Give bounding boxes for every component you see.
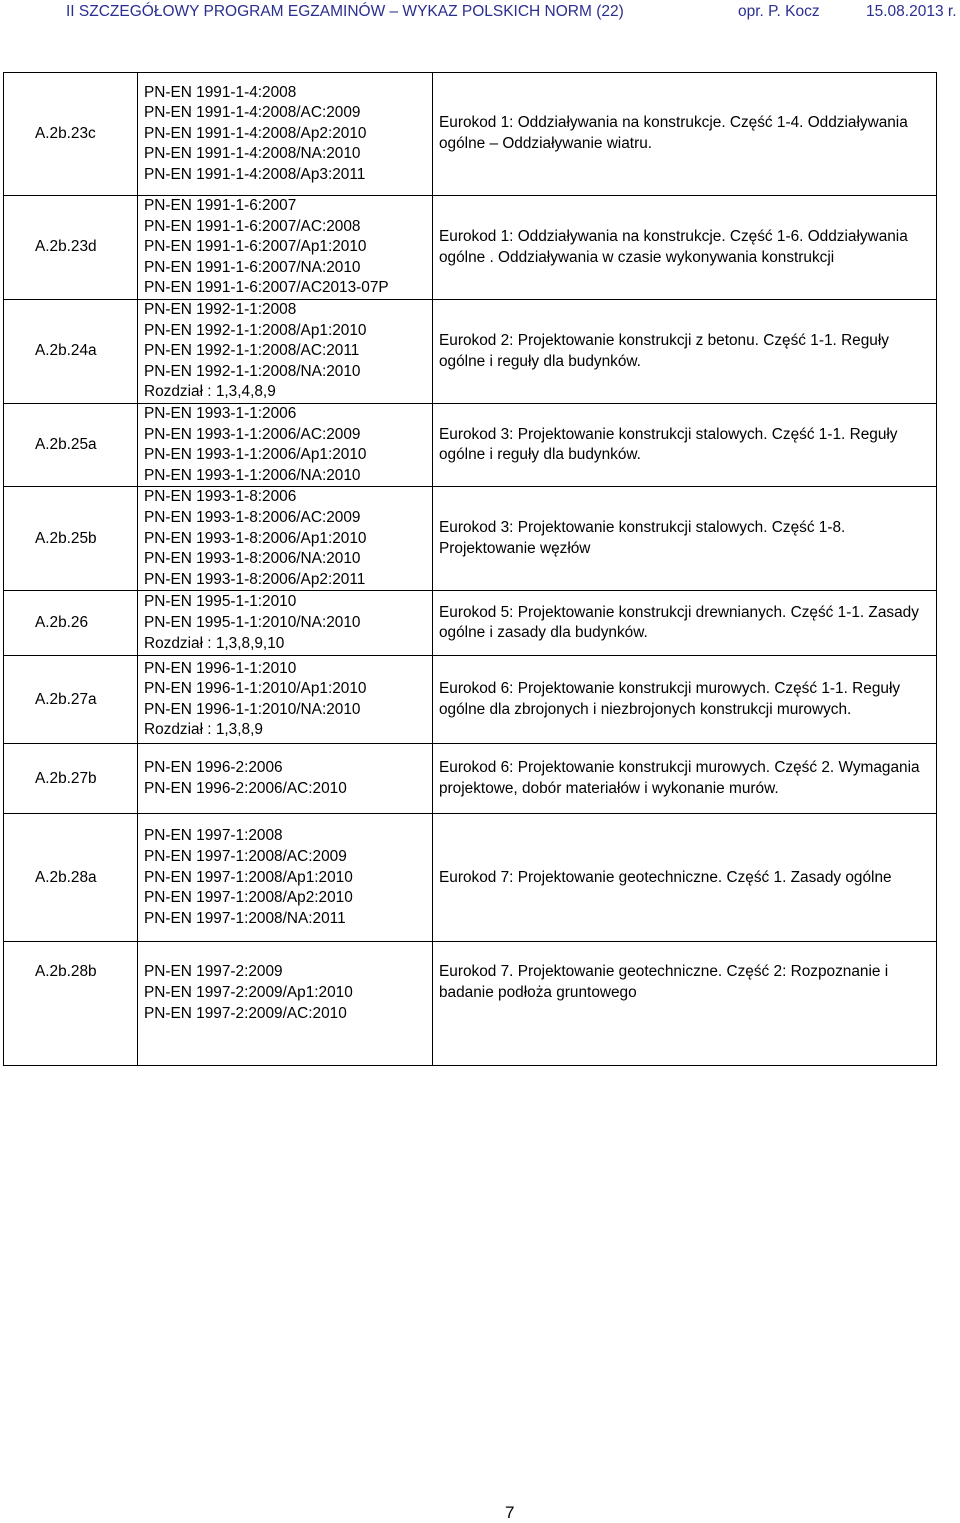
description-cell: Eurokod 6: Projektowanie konstrukcji murowych. Część 2. Wymagania projektowe, dobór materiałów i wykonanie murów.	[433, 744, 937, 814]
table-row	[4, 942, 937, 1066]
header-title: II SZCZEGÓŁOWY PROGRAM EGZAMINÓW – WYKAZ POLSKICH NORM (22)	[66, 3, 624, 20]
norms-table	[3, 72, 937, 1066]
standard-line: PN-EN 1996-1-1:2010/NA:2010	[144, 700, 361, 718]
qualification-code: A.2b.26	[4, 591, 138, 656]
standard-line: PN-EN 1992-1-1:2008/AC:2011	[144, 342, 360, 360]
standard-line: PN-EN 1991-1-4:2008/AC:2009	[144, 104, 361, 122]
description-cell: Eurokod 2: Projektowanie konstrukcji z betonu. Część 1-1. Reguły ogólne i reguły dla budynków.	[433, 300, 937, 404]
qualification-code: A.2b.23c	[4, 73, 138, 196]
table-row	[4, 744, 937, 814]
standard-line: PN-EN 1997-1:2008/Ap2:2010	[144, 889, 353, 907]
table-row	[4, 814, 937, 942]
standard-line: PN-EN 1992-1-1:2008/NA:2010	[144, 362, 361, 380]
table-row	[4, 656, 937, 744]
qualification-code: A.2b.25a	[4, 404, 138, 487]
header-author: opr. P. Kocz	[738, 3, 820, 20]
standards-cell	[138, 942, 433, 1066]
standard-line: PN-EN 1997-1:2008/AC:2009	[144, 847, 347, 865]
standard-line: PN-EN 1991-1-6:2007	[144, 197, 297, 215]
description-cell: Eurokod 7. Projektowanie geotechniczne. Część 2: Rozpoznanie i badanie podłoża gruntowego	[433, 942, 937, 1066]
standard-line: PN-EN 1996-2:2006	[144, 759, 283, 777]
standard-line: PN-EN 1997-1:2008	[144, 827, 283, 845]
standard-line: Rozdział : 1,3,4,8,9	[144, 383, 276, 401]
standards-cell	[138, 404, 433, 487]
standards-cell	[138, 656, 433, 744]
description-cell: Eurokod 3: Projektowanie konstrukcji stalowych. Część 1-8. Projektowanie węzłów	[433, 487, 937, 591]
standard-line: PN-EN 1993-1-8:2006/Ap2:2011	[144, 570, 366, 588]
standard-line: PN-EN 1997-2:2009/AC:2010	[144, 1004, 347, 1022]
standards-cell	[138, 814, 433, 942]
qualification-code: A.2b.27b	[4, 744, 138, 814]
standard-line: PN-EN 1995-1-1:2010	[144, 593, 297, 611]
standard-line: PN-EN 1993-1-1:2006/Ap1:2010	[144, 446, 367, 464]
table-row	[4, 196, 937, 300]
standards-cell	[138, 73, 433, 196]
description-cell: Eurokod 3: Projektowanie konstrukcji stalowych. Część 1-1. Reguły ogólne i reguły dla budynków.	[433, 404, 937, 487]
description-cell: Eurokod 1: Oddziaływania na konstrukcje. Część 1-4. Oddziaływania ogólne – Oddziaływanie wiatru.	[433, 73, 937, 196]
standards-cell	[138, 487, 433, 591]
qualification-code: A.2b.23d	[4, 196, 138, 300]
standard-line: PN-EN 1997-2:2009	[144, 963, 283, 981]
standards-cell	[138, 591, 433, 656]
standard-line: PN-EN 1993-1-8:2006/Ap1:2010	[144, 529, 367, 547]
header-date: 15.08.2013 r.	[866, 3, 957, 20]
qualification-code: A.2b.28a	[4, 814, 138, 942]
description-cell: Eurokod 6: Projektowanie konstrukcji murowych. Część 1-1. Reguły ogólne dla zbrojonych i niezbrojonych konstrukcji murowych.	[433, 656, 937, 744]
description-cell: Eurokod 1: Oddziaływania na konstrukcje. Część 1-6. Oddziaływania ogólne . Oddziaływania w czasie wykonywania konstrukcji	[433, 196, 937, 300]
description-cell: Eurokod 5: Projektowanie konstrukcji drewnianych. Część 1-1. Zasady ogólne i zasady dla budynków.	[433, 591, 937, 656]
standard-line: PN-EN 1991-1-6:2007/AC:2008	[144, 217, 361, 235]
standard-line: Rozdział : 1,3,8,9	[144, 721, 263, 739]
page-number: 7	[505, 1503, 515, 1522]
standard-line: PN-EN 1991-1-6:2007/NA:2010	[144, 258, 361, 276]
standard-line: PN-EN 1991-1-4:2008/NA:2010	[144, 145, 361, 163]
table-row	[4, 404, 937, 487]
standard-line: PN-EN 1991-1-4:2008/Ap2:2010	[144, 124, 367, 142]
qualification-code: A.2b.28b	[4, 942, 138, 1066]
table-row	[4, 300, 937, 404]
standard-line: PN-EN 1993-1-8:2006/NA:2010	[144, 550, 361, 568]
standard-line: PN-EN 1997-2:2009/Ap1:2010	[144, 983, 353, 1001]
standard-line: PN-EN 1996-1-1:2010	[144, 659, 297, 677]
table-row	[4, 487, 937, 591]
description-cell: Eurokod 7: Projektowanie geotechniczne. Część 1. Zasady ogólne	[433, 814, 937, 942]
standard-line: PN-EN 1996-2:2006/AC:2010	[144, 779, 347, 797]
standard-line: PN-EN 1991-1-4:2008/Ap3:2011	[144, 165, 366, 183]
standard-line: PN-EN 1997-1:2008/NA:2011	[144, 909, 346, 927]
standard-line: PN-EN 1991-1-4:2008	[144, 83, 297, 101]
standards-cell	[138, 744, 433, 814]
standards-cell	[138, 196, 433, 300]
standard-line: PN-EN 1995-1-1:2010/NA:2010	[144, 614, 361, 632]
standard-line: Rozdział : 1,3,8,9,10	[144, 634, 285, 652]
standard-line: PN-EN 1993-1-1:2006/NA:2010	[144, 466, 361, 484]
standard-line: PN-EN 1991-1-6:2007/AC2013-07P	[144, 279, 389, 297]
standard-line: PN-EN 1993-1-8:2006	[144, 488, 297, 506]
standard-line: PN-EN 1996-1-1:2010/Ap1:2010	[144, 680, 367, 698]
standards-cell	[138, 300, 433, 404]
standard-line: PN-EN 1997-1:2008/Ap1:2010	[144, 868, 353, 886]
page-header	[0, 0, 960, 30]
table-row	[4, 73, 937, 196]
standard-line: PN-EN 1992-1-1:2008/Ap1:2010	[144, 321, 367, 339]
qualification-code: A.2b.27a	[4, 656, 138, 744]
qualification-code: A.2b.25b	[4, 487, 138, 591]
standard-line: PN-EN 1992-1-1:2008	[144, 301, 297, 319]
standard-line: PN-EN 1993-1-8:2006/AC:2009	[144, 508, 361, 526]
table-row	[4, 591, 937, 656]
standard-line: PN-EN 1993-1-1:2006/AC:2009	[144, 425, 361, 443]
standard-line: PN-EN 1991-1-6:2007/Ap1:2010	[144, 238, 367, 256]
standard-line: PN-EN 1993-1-1:2006	[144, 405, 297, 422]
qualification-code: A.2b.24a	[4, 300, 138, 404]
